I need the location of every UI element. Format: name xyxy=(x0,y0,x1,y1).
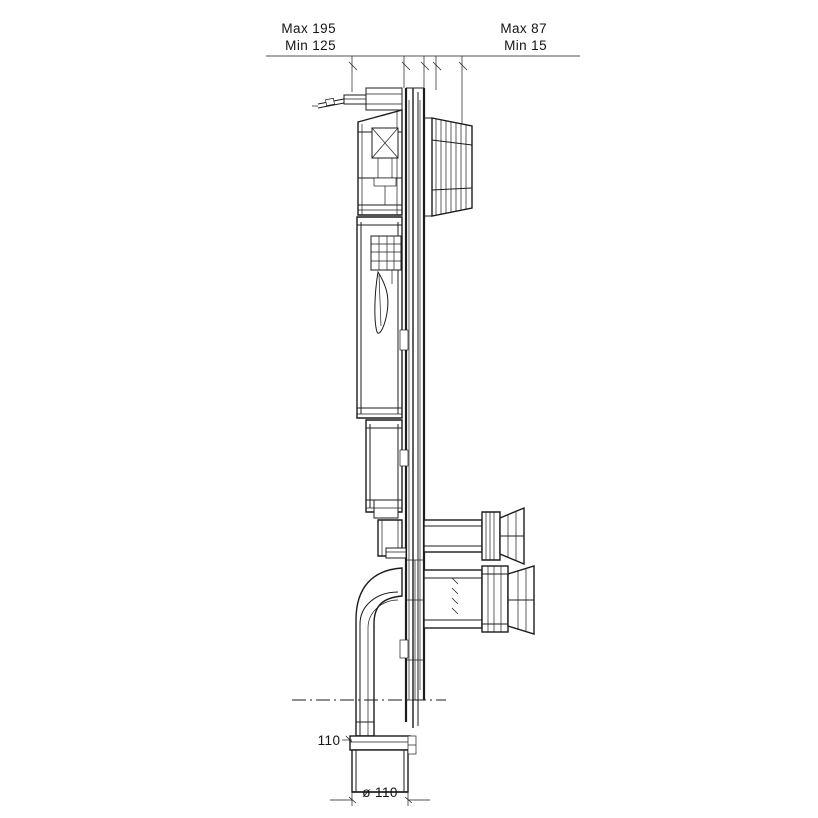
pan-connector xyxy=(424,566,534,634)
frame-wall-plane xyxy=(406,88,424,728)
cistern-upper-housing xyxy=(358,110,402,215)
dim-label-min-125: Min 125 xyxy=(285,38,336,53)
dim-label-min-15: Min 15 xyxy=(504,38,547,53)
cistern-lower-neck xyxy=(366,420,402,518)
dim-label-max-195: Max 195 xyxy=(281,21,336,36)
dim-label-max-87: Max 87 xyxy=(500,21,547,36)
water-inlet-connector xyxy=(424,508,524,564)
flush-pipe-bellows xyxy=(424,118,472,216)
dim-label-outlet-diameter: ø 110 xyxy=(362,785,398,800)
cistern-tank-body xyxy=(357,217,402,418)
flush-bend-pipe xyxy=(356,520,406,736)
dim-label-outlet-offset: 110 xyxy=(317,733,341,748)
actuator-rod-assembly xyxy=(312,88,402,110)
